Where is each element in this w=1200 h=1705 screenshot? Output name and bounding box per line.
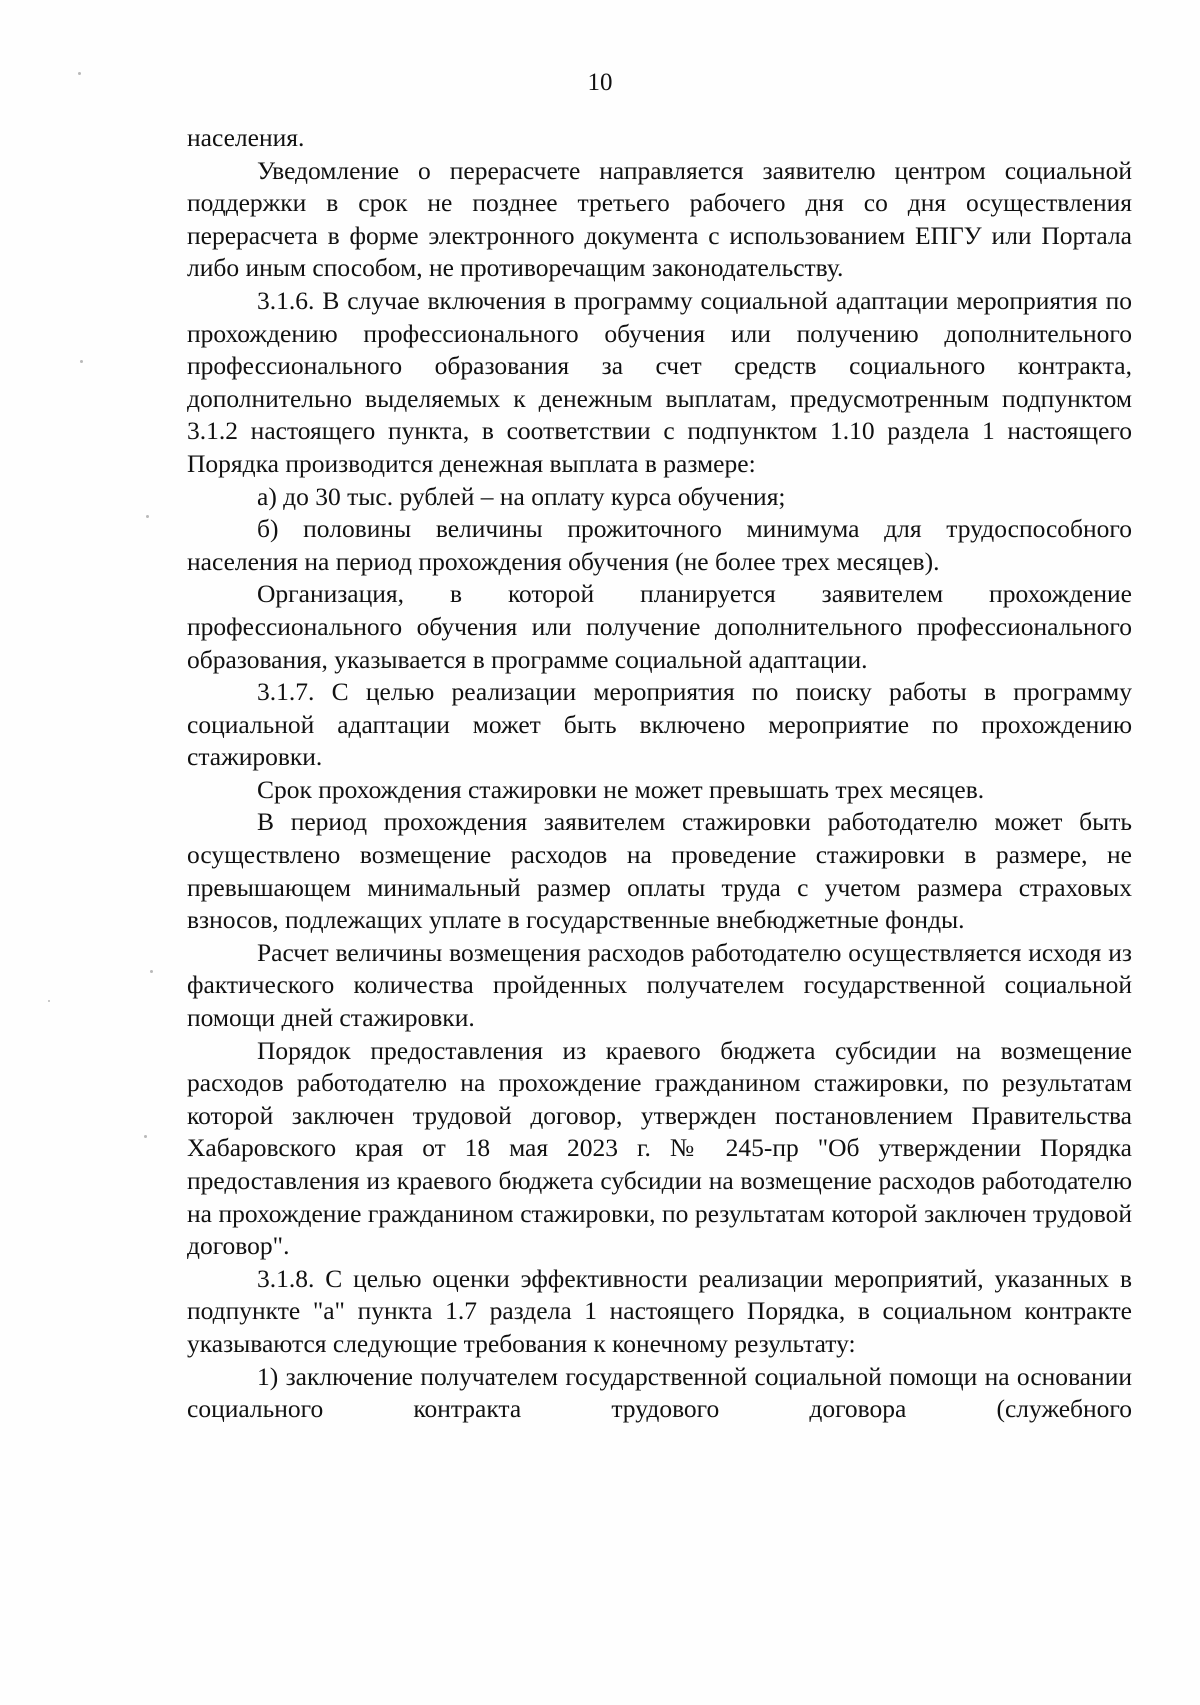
- paragraph: Организация, в которой планируется заявителем прохождение профессионального обучения или получение дополнительного профессионального образования, указывается в программе социальной адаптации.: [187, 579, 1132, 674]
- page-number: 10: [587, 69, 613, 96]
- paragraph: 3.1.6. В случае включения в программу социальной адаптации мероприятия по прохождению профессионального обучения или получению дополнительного профессионального образования за счет средств социального контракта, дополнительно выделяемых к денежным выплатам, предусмотренным подпунктом 3.1.2 настоящего пункта, в соответствии с подпунктом 1.10 раздела 1 настоящего Порядка производится денежная выплата в размере:: [187, 285, 1132, 478]
- scan-speck: [144, 1135, 147, 1138]
- paragraph: В период прохождения заявителем стажировки работодателю может быть осуществлено возмещение расходов на проведение стажировки в размере, не превышающем минимальный размер оплаты труда с учетом размера страховых взносов, подлежащих уплате в государственные внебюджетные фонды.: [187, 807, 1132, 935]
- list-item: б) половины величины прожиточного минимума для трудоспособного населения на период прохождения обучения (не более трех месяцев).: [187, 514, 1132, 576]
- paragraph: 3.1.8. С целью оценки эффективности реализации мероприятий, указанных в подпункте "а" пункта 1.7 раздела 1 настоящего Порядка, в социальном контракте указываются следующие требования к конечному результату:: [187, 1263, 1132, 1358]
- scan-speck: [80, 360, 83, 363]
- scan-speck: [146, 515, 149, 518]
- list-item: а) до 30 тыс. рублей – на оплату курса обучения;: [257, 481, 786, 511]
- paragraph: Расчет величины возмещения расходов работодателю осуществляется исходя из фактического количества пройденных получателем государственной социальной помощи дней стажировки.: [187, 937, 1132, 1033]
- scan-speck: [150, 970, 153, 973]
- paragraph: Порядок предоставления из краевого бюджета субсидии на возмещение расходов работодателю на прохождение гражданином стажировки, по результатам которой заключен трудовой договор, утвержден постановлением Правительства Хабаровского края от 18 мая 2023 г. № 245-пр "Об утверждении Порядка предоставления из краевого бюджета субсидии на возмещение расходов работодателю на прохождение гражданином стажировки, по результатам которой заключен трудовой договор".: [187, 1035, 1132, 1261]
- paragraph: Уведомление о перерасчете направляется заявителю центром социальной поддержки в срок не позднее третьего рабочего дня со дня осуществления перерасчета в форме электронного документа с использованием ЕПГУ или Портала либо иным способом, не противоречащим законодательству.: [187, 155, 1132, 283]
- list-item: 1) заключение получателем государственной социальной помощи на основании социального контракта трудового договора (служебного: [187, 1361, 1132, 1424]
- paragraph: населения.: [187, 123, 305, 152]
- document-body: [187, 122, 1132, 1426]
- paragraph: Срок прохождения стажировки не может превышать трех месяцев.: [257, 774, 985, 804]
- paragraph: 3.1.7. С целью реализации мероприятия по поиску работы в программу социальной адаптации может быть включено мероприятие по прохождению стажировки.: [187, 677, 1132, 772]
- scan-speck: [48, 1000, 50, 1002]
